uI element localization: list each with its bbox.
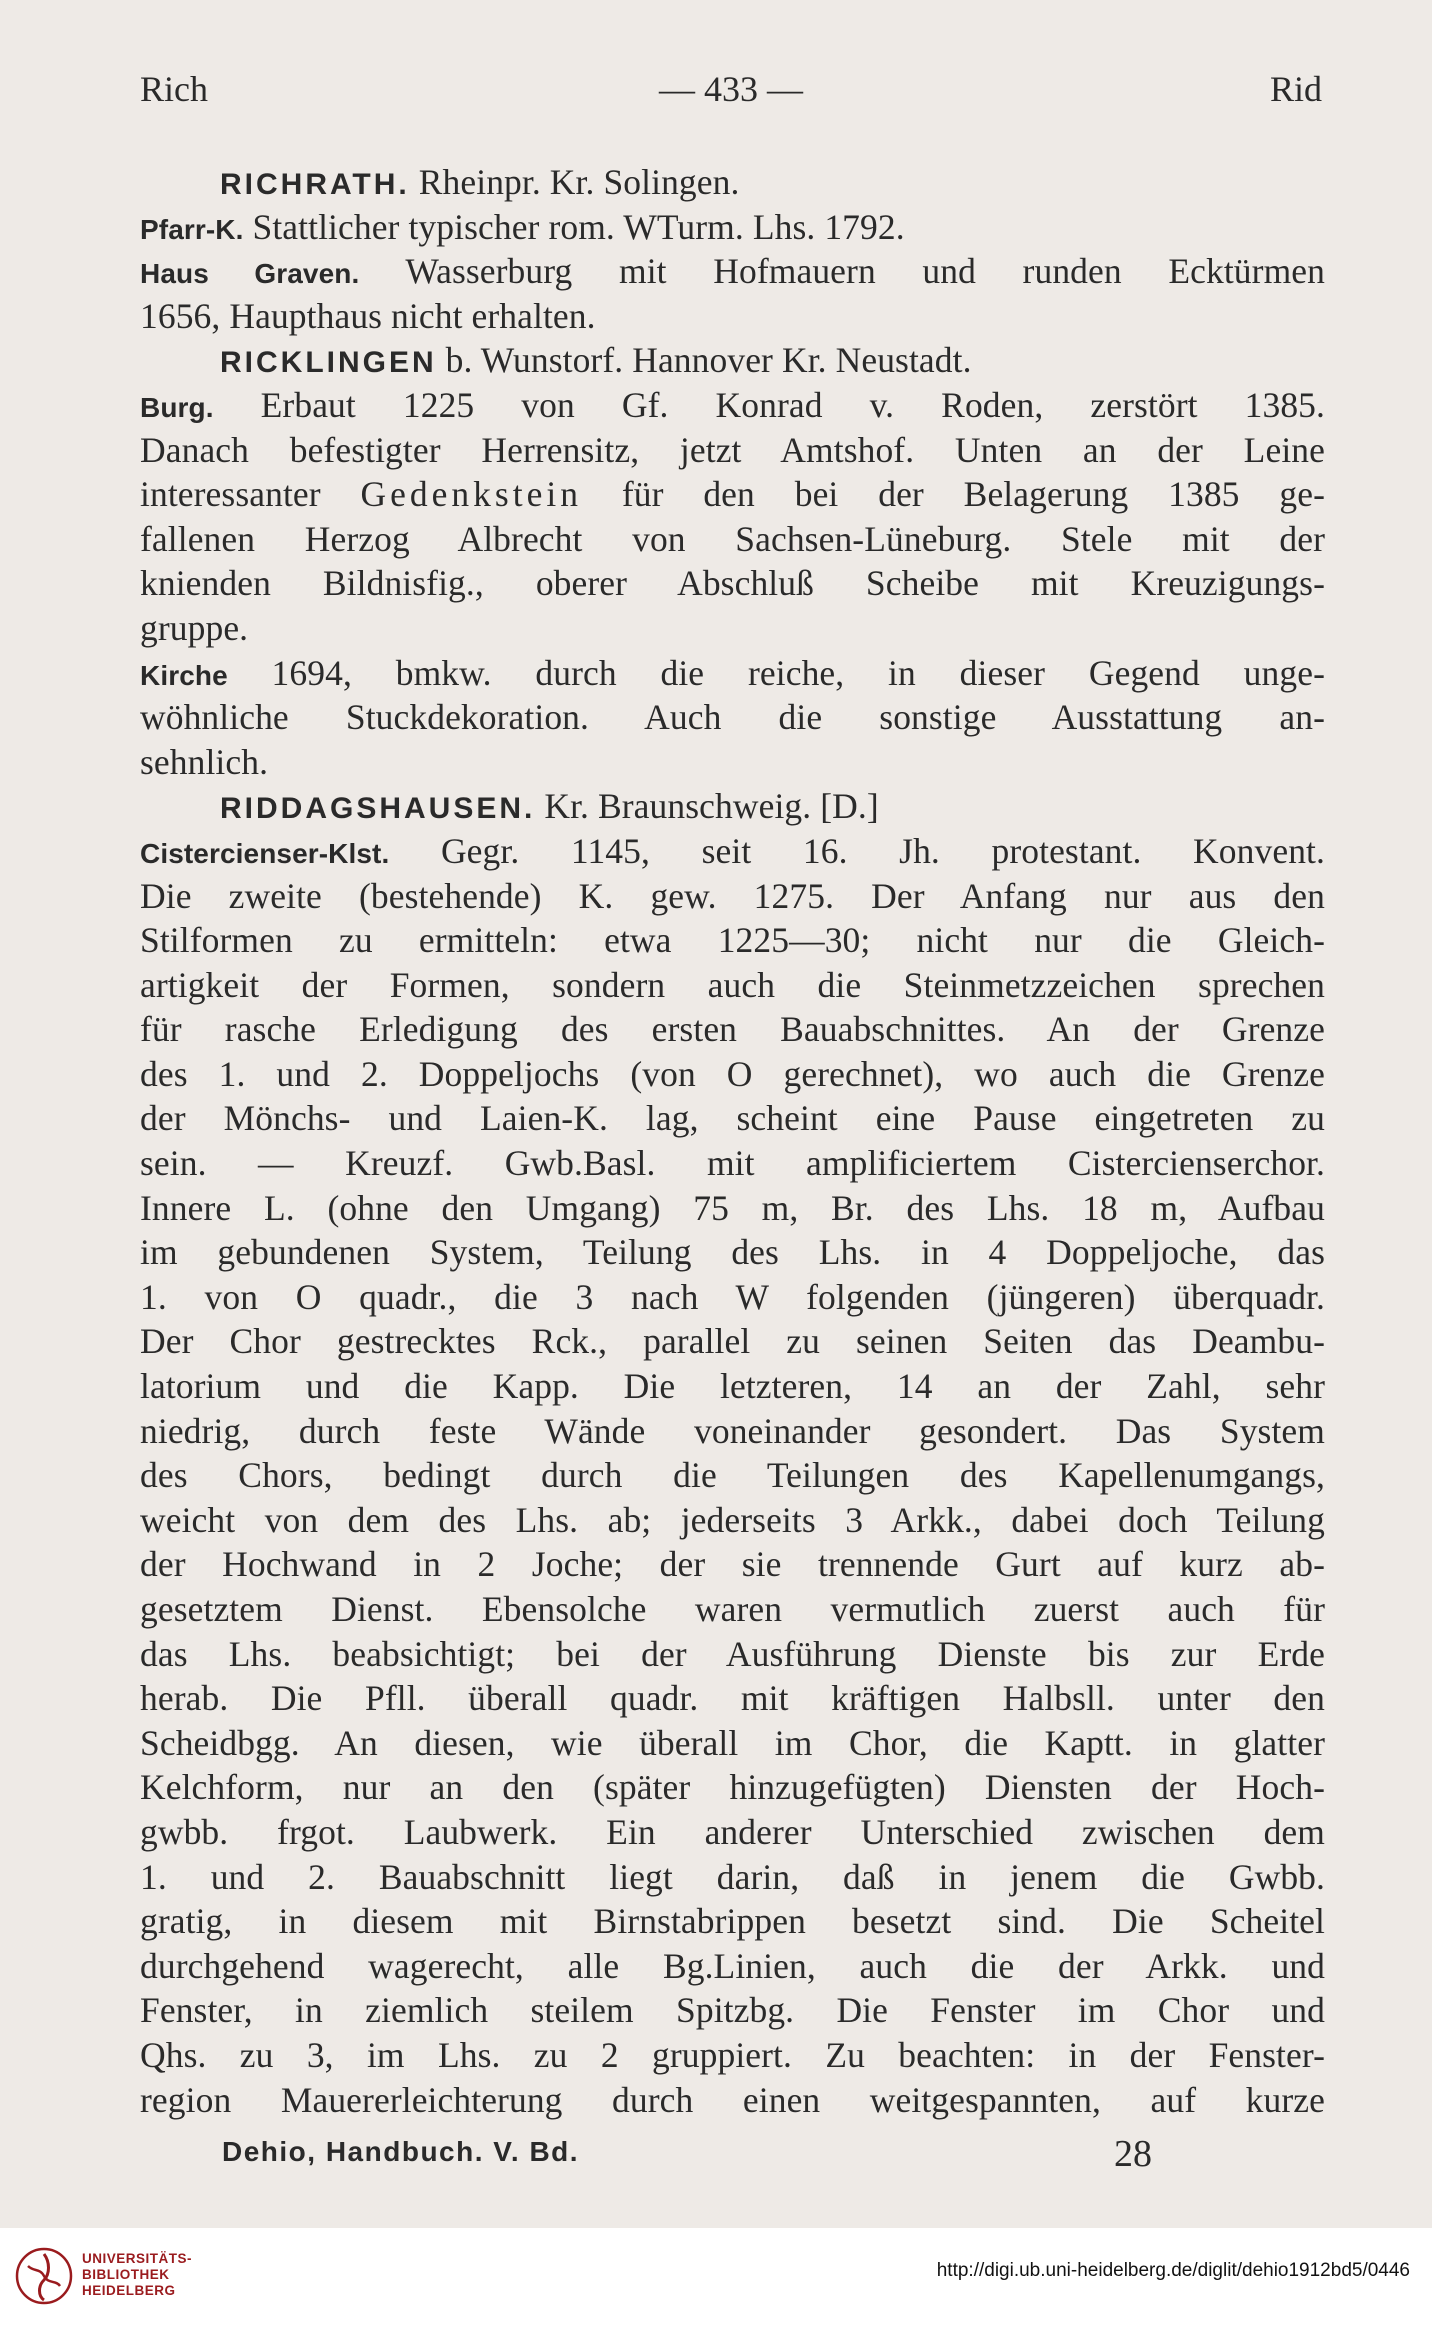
sub-heading: Kirche	[140, 659, 228, 691]
text-line	[140, 1810, 1325, 1855]
text-line	[140, 561, 1325, 606]
text-run: herab. Die Pfll. überall quadr. mit kräftigen Halbsll. unter den	[140, 1678, 1325, 1719]
text-run: Die zweite (bestehende) K. gew. 1275. Der Anfang nur aus den	[140, 875, 1325, 916]
text-line	[140, 1899, 1325, 1944]
entry-heading: RIDDAGSHAUSEN.	[220, 792, 536, 826]
text-line	[140, 160, 1325, 205]
sub-heading: Pfarr-K.	[140, 213, 244, 245]
text-line	[140, 874, 1325, 919]
text-line	[140, 1007, 1325, 1052]
text-run: Fenster, in ziemlich steilem Spitzbg. Die Fenster im Chor und	[140, 1990, 1325, 2031]
text-line	[140, 606, 1325, 651]
text-line	[140, 2033, 1325, 2078]
text-run: niedrig, durch feste Wände voneinander gesondert. Das System	[140, 1410, 1325, 1451]
text-run: Danach befestigter Herrensitz, jetzt Amtshof. Unten an der Leine	[140, 429, 1325, 470]
text-run: das Lhs. beabsichtigt; bei der Ausführung Dienste bis zur Erde	[140, 1633, 1325, 1674]
text-line	[140, 1587, 1325, 1632]
text-run: Wasserburg mit Hofmauern und runden Ecktürmen	[359, 251, 1325, 292]
text-run: b. Wunstorf. Hannover Kr. Neustadt.	[436, 340, 972, 381]
text-line	[140, 249, 1325, 294]
text-run: interessanter	[140, 474, 361, 515]
text-run: gwbb. frgot. Laubwerk. Ein anderer Unterschied zwischen dem	[140, 1811, 1325, 1852]
text-line	[140, 1409, 1325, 1454]
text-run: knienden Bildnisfig., oberer Abschluß Scheibe mit Kreuzigungs-	[140, 563, 1325, 604]
library-name-line: UNIVERSITÄTS-	[82, 2251, 193, 2266]
library-name-line: BIBLIOTHEK	[82, 2267, 170, 2282]
text-line	[140, 1632, 1325, 1677]
sub-heading: Haus Graven.	[140, 258, 360, 290]
text-run: gruppe.	[140, 607, 249, 648]
text-run: sein. — Kreuzf. Gwb.Basl. mit amplificiertem Cistercienserchor.	[140, 1143, 1325, 1184]
text-line	[140, 517, 1325, 562]
text-line	[140, 740, 1325, 785]
page-number: — 433 —	[659, 69, 803, 109]
text-run: Innere L. (ohne den Umgang) 75 m, Br. des Lhs. 18 m, Aufbau	[140, 1187, 1325, 1228]
page-footer	[222, 2132, 1152, 2176]
running-head-right: Rid	[1269, 69, 1322, 109]
text-line	[140, 651, 1325, 696]
body-text	[140, 160, 1325, 2122]
text-line	[140, 1230, 1325, 1275]
text-line	[140, 695, 1325, 740]
text-run: latorium und die Kapp. Die letzteren, 14 an der Zahl, sehr	[140, 1366, 1325, 1407]
text-line	[140, 1721, 1325, 1766]
text-run: 1694, bmkw. durch die reiche, in dieser Gegend unge-	[227, 652, 1325, 693]
text-line	[140, 1319, 1325, 1364]
signature-line: Dehio, Handbuch. V. Bd.	[222, 2136, 580, 2167]
text-run: 1. und 2. Bauabschnitt liegt darin, daß in jenem die Gwbb.	[140, 1856, 1325, 1897]
text-run: Erbaut 1225 von Gf. Konrad v. Roden, zerstört 1385.	[213, 384, 1325, 425]
library-logo-icon	[14, 2246, 74, 2306]
text-run: durchgehend wagerecht, alle Bg.Linien, auch die der Arkk. und	[140, 1945, 1325, 1986]
text-run: für den bei der Belagerung 1385 ge-	[581, 474, 1325, 515]
text-line	[140, 1186, 1325, 1231]
library-name-line: HEIDELBERG	[82, 2283, 176, 2298]
text-run: Stilformen zu ermitteln: etwa 1225—30; nicht nur die Gleich-	[140, 920, 1325, 961]
text-line	[140, 918, 1325, 963]
text-run: Qhs. zu 3, im Lhs. zu 2 gruppiert. Zu beachten: in der Fenster-	[140, 2034, 1325, 2075]
entry-heading: RICKLINGEN	[220, 346, 437, 380]
text-run: der Hochwand in 2 Joche; der sie trennende Gurt auf kurz ab-	[140, 1544, 1325, 1585]
text-line	[140, 963, 1325, 1008]
text-run: artigkeit der Formen, sondern auch die Steinmetzzeichen sprechen	[140, 964, 1325, 1005]
library-name	[82, 2251, 192, 2299]
text-line	[140, 1364, 1325, 1409]
text-run: Scheidbgg. An diesen, wie überall im Chor, die Kaptt. in glatter	[140, 1722, 1325, 1763]
text-run: Kelchform, nur an den (später hinzugefügten) Diensten der Hoch-	[140, 1767, 1325, 1808]
text-run: Rheinpr. Kr. Solingen.	[409, 162, 740, 202]
text-line	[140, 1498, 1325, 1543]
text-run: sehnlich.	[140, 741, 269, 782]
source-url-link[interactable]: http://digi.ub.uni-heidelberg.de/diglit/dehio1912bd5/0446	[936, 2260, 1410, 2281]
text-line	[140, 1096, 1325, 1141]
running-head-left: Rich	[140, 69, 208, 109]
text-run: weicht von dem des Lhs. ab; jederseits 3 Arkk., dabei doch Teilung	[140, 1499, 1325, 1540]
text-line	[140, 1052, 1325, 1097]
text-line	[140, 1542, 1325, 1587]
text-run: im gebundenen System, Teilung des Lhs. in 4 Doppeljoche, das	[140, 1232, 1325, 1273]
text-line	[140, 205, 1325, 250]
text-run: Der Chor gestrecktes Rck., parallel zu seinen Seiten das Deambu-	[140, 1321, 1325, 1362]
text-run: gratig, in diesem mit Birnstabrippen besetzt sind. Die Scheitel	[140, 1901, 1325, 1942]
library-bar	[0, 2228, 1432, 2331]
text-line	[140, 428, 1325, 473]
text-run: Gedenkstein	[360, 474, 582, 515]
text-run: für rasche Erledigung des ersten Bauabschnittes. An der Grenze	[140, 1009, 1325, 1050]
text-line	[140, 1855, 1325, 1900]
text-line	[140, 1275, 1325, 1320]
sub-heading: Burg.	[140, 391, 214, 423]
text-run: 1. von O quadr., die 3 nach W folgenden (jüngeren) überquadr.	[140, 1276, 1325, 1317]
running-head	[140, 68, 1322, 118]
text-line	[140, 1765, 1325, 1810]
text-run: 1656, Haupthaus nicht erhalten.	[140, 295, 596, 336]
text-line	[140, 383, 1325, 428]
text-line	[140, 338, 1325, 383]
text-run: der Mönchs- und Laien-K. lag, scheint eine Pause eingetreten zu	[140, 1098, 1325, 1139]
text-line	[140, 829, 1325, 874]
text-run: Stattlicher typischer rom. WTurm. Lhs. 1792.	[243, 206, 905, 247]
text-line	[140, 784, 1325, 829]
text-run: des 1. und 2. Doppeljochs (von O gerechnet), wo auch die Grenze	[140, 1053, 1325, 1094]
text-run: Kr. Braunschweig. [D.]	[535, 786, 879, 827]
text-run: fallenen Herzog Albrecht von Sachsen-Lüneburg. Stele mit der	[140, 518, 1325, 559]
text-run: wöhnliche Stuckdekoration. Auch die sonstige Ausstattung an-	[140, 697, 1325, 738]
text-line	[140, 1676, 1325, 1721]
text-run: Gegr. 1145, seit 16. Jh. protestant. Konvent.	[389, 830, 1325, 871]
text-line	[140, 472, 1325, 517]
text-run: region Mauererleichterung durch einen weitgespannten, auf kurze	[140, 2079, 1325, 2120]
text-run: des Chors, bedingt durch die Teilungen des Kapellenumgangs,	[140, 1455, 1325, 1496]
text-line	[140, 294, 1325, 339]
entry-heading: RICHRATH.	[220, 168, 410, 201]
text-run: gesetztem Dienst. Ebensolche waren vermutlich zuerst auch für	[140, 1589, 1325, 1629]
signature-number: 28	[1114, 2133, 1152, 2175]
text-line	[140, 1453, 1325, 1498]
text-line	[140, 2078, 1325, 2123]
sub-heading: Cistercienser-Klst.	[140, 837, 390, 869]
text-line	[140, 1141, 1325, 1186]
text-line	[140, 1988, 1325, 2033]
text-line	[140, 1944, 1325, 1989]
